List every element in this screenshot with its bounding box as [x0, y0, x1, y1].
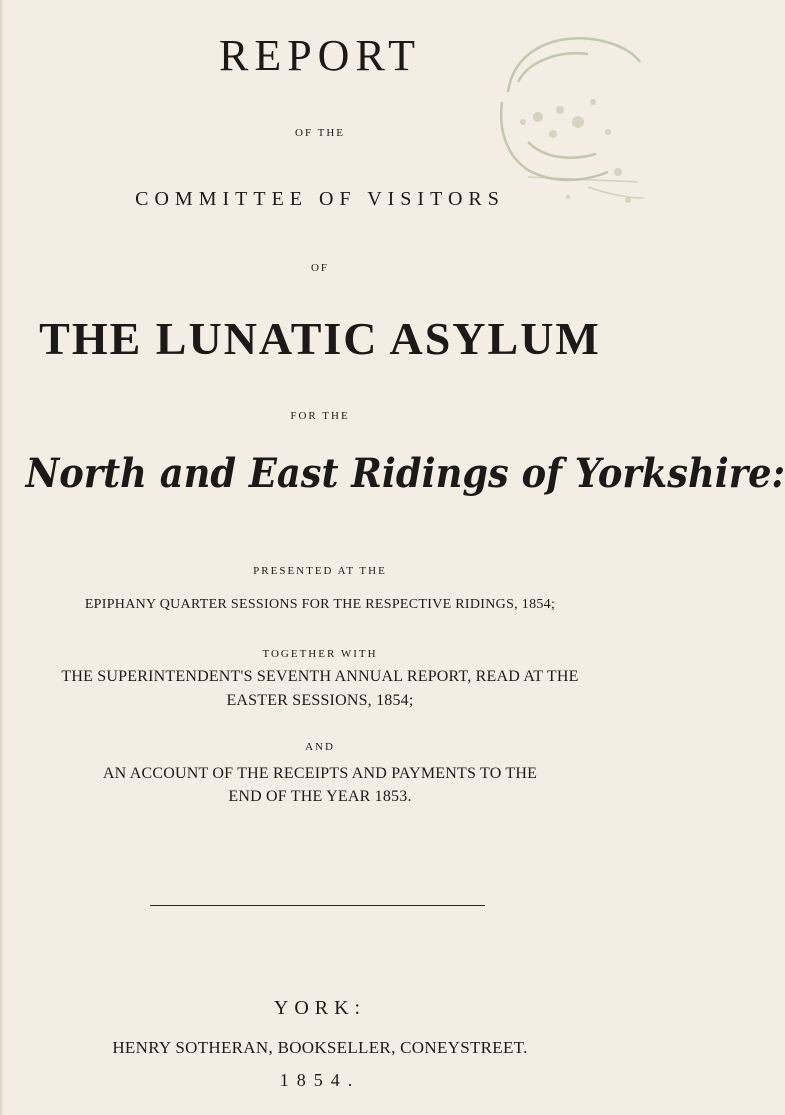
sessions-line: EPIPHANY QUARTER SESSIONS FOR THE RESPECTIVE RIDINGS, 1854; — [84, 597, 556, 612]
account-line-2: END OF THE YEAR 1853. — [228, 788, 412, 805]
of-the-line: OF THE — [295, 127, 345, 139]
year-line: 1854. — [279, 1070, 361, 1090]
of-line: OF — [310, 262, 330, 274]
ridings-heading: North and East Ridings of Yorkshire: — [25, 450, 785, 497]
superintendent-line-2: EASTER SESSIONS, 1854; — [226, 692, 414, 709]
institution-heading: THE LUNATIC ASYLUM — [39, 313, 601, 364]
city-line: YORK: — [273, 997, 367, 1019]
presented-at-line: PRESENTED AT THE — [253, 565, 387, 577]
account-line-1: AN ACCOUNT OF THE RECEIPTS AND PAYMENTS TO THE — [102, 765, 538, 782]
committee-heading: COMMITTEE OF VISITORS — [135, 188, 505, 210]
for-the-line: FOR THE — [290, 410, 350, 422]
superintendent-line-1: THE SUPERINTENDENT'S SEVENTH ANNUAL REPORT, READ AT THE — [61, 668, 579, 685]
publisher-line: HENRY SOTHERAN, BOOKSELLER, CONEYSTREET. — [112, 1038, 528, 1057]
and-line: AND — [305, 741, 335, 753]
together-with-line: TOGETHER WITH — [262, 648, 378, 660]
page-edge-shadow — [0, 0, 4, 1115]
report-heading: REPORT — [218, 31, 422, 80]
divider-rule — [150, 905, 485, 906]
